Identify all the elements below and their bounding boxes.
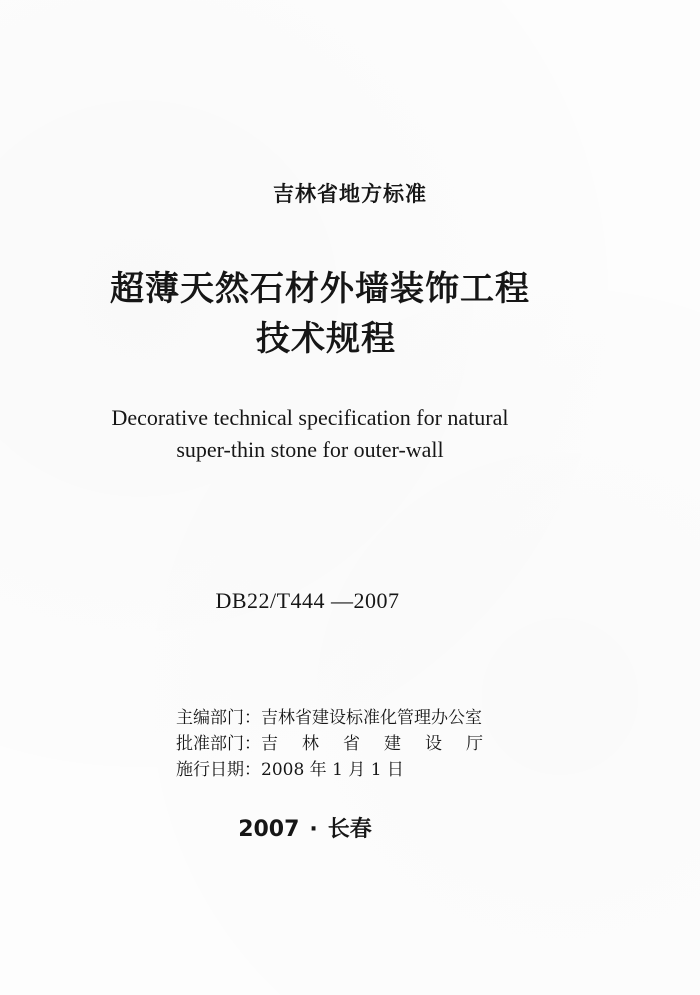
effective-date-label: 施行日期： bbox=[176, 760, 261, 780]
editor-row bbox=[176, 705, 507, 731]
publication-city: 长春 bbox=[327, 817, 372, 842]
standard-code: DB22/T444 —2007 bbox=[215, 588, 400, 613]
approver-row bbox=[176, 731, 507, 757]
editor-value: 吉林省建设标准化管理办公室 bbox=[261, 708, 482, 728]
publication-info bbox=[176, 705, 507, 783]
english-title-line-2: super-thin stone for outer-wall bbox=[176, 437, 444, 462]
document-title bbox=[0, 264, 640, 364]
english-title bbox=[0, 402, 620, 466]
approver-label: 批准部门： bbox=[176, 734, 261, 754]
effective-date-row bbox=[176, 757, 507, 783]
standard-series-label: 吉林省地方标准 bbox=[273, 182, 427, 206]
editor-label: 主编部门： bbox=[176, 708, 261, 728]
title-line-2: 技术规程 bbox=[256, 319, 396, 359]
english-title-line-1: Decorative technical specification for natural bbox=[111, 405, 509, 430]
approver-value: 吉林省建设厅 bbox=[261, 734, 507, 754]
title-line-1: 超薄天然石材外墙装饰工程 bbox=[110, 269, 530, 309]
effective-date-value: 2008 年 1 月 1 日 bbox=[261, 760, 404, 780]
footer-separator: · bbox=[309, 817, 318, 842]
publication-year: 2007 bbox=[238, 817, 300, 842]
publication-footer bbox=[0, 812, 610, 843]
